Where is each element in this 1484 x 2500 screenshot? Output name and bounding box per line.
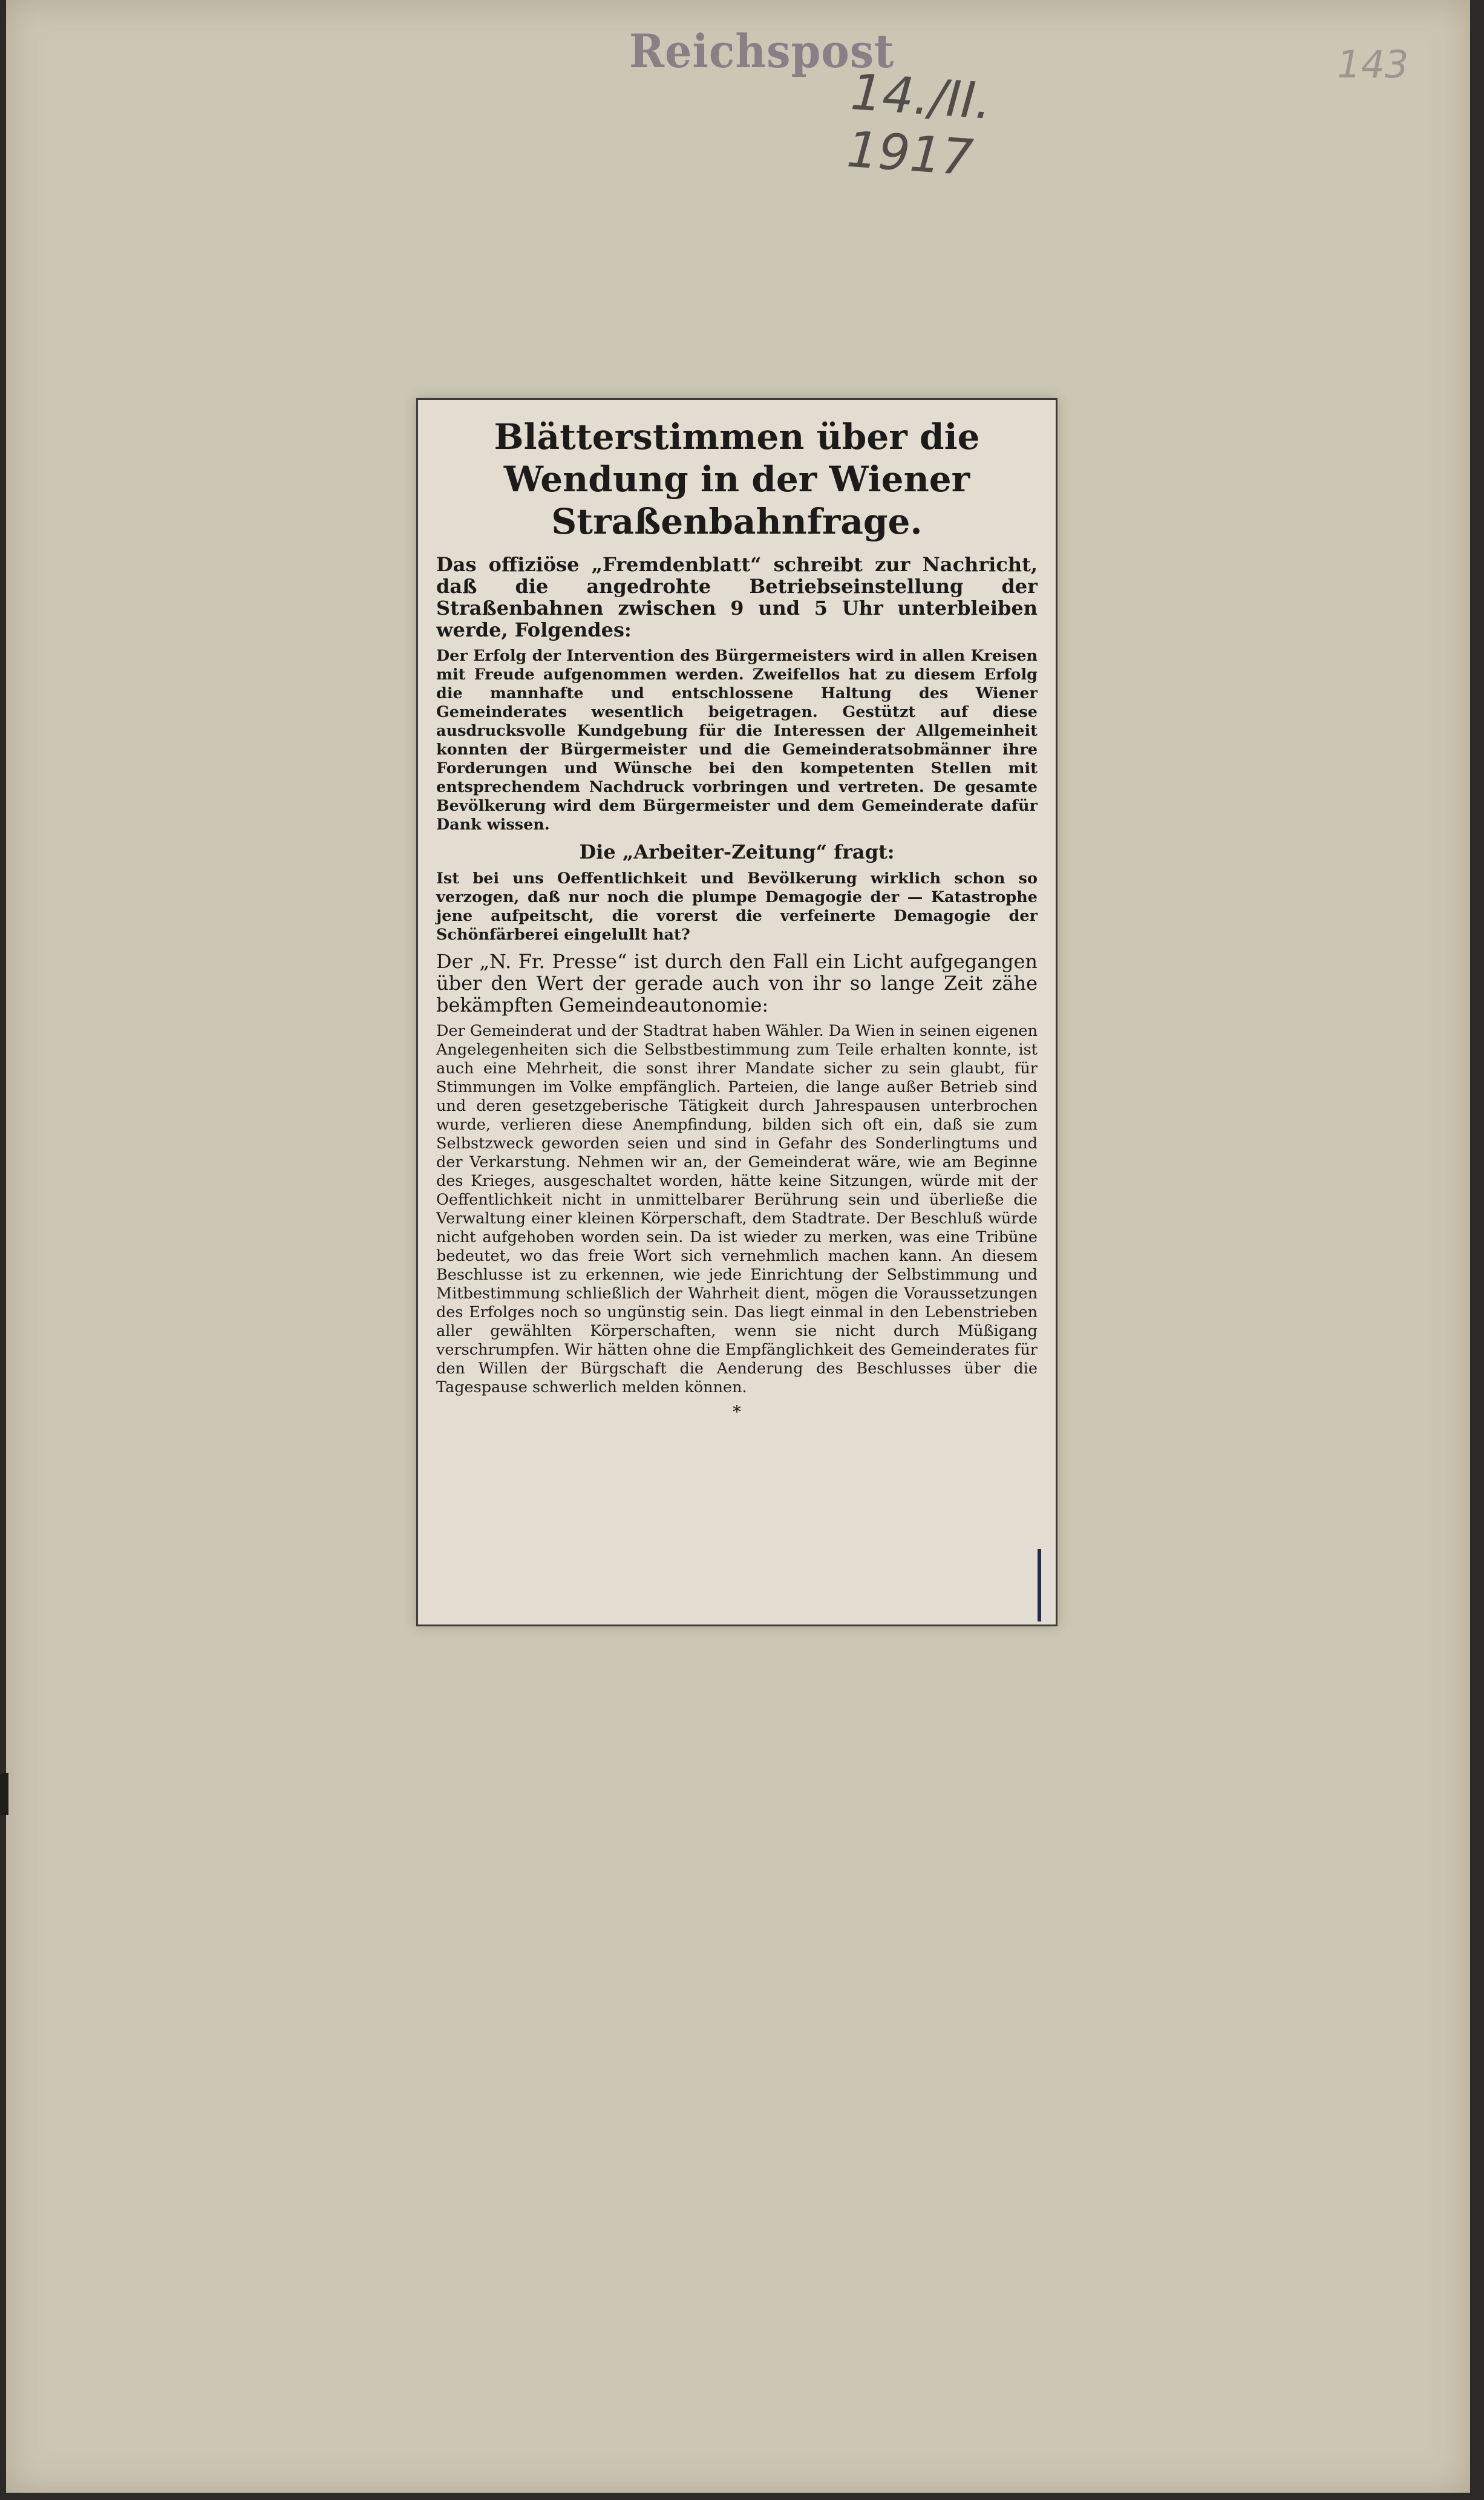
- article-paragraph-5: Der Gemeinderat und der Stadtrat haben Wähler. Da Wien in seinen eigenen Angelegenheiten sich die Selbstbestimmung zum Teile erhalten konnte, ist auch eine Mehrheit, die sonst ihrer Mandate sicher zu sein glaubt, für Stimmungen im Volke empfänglich. Parteien, die lange außer Betrieb sind und deren gesetzgeberische Tätigkeit durch Jahrespausen unterbrochen wurde, verlieren diese Anempfindung, bilden sich oft ein, daß sie zum Selbstzweck geworden seien und sind in Gefahr des Sonderlingtums und der Verkarstung. Nehmen wir an, der Gemeinderat wäre, wie am Beginne des Krieges, ausgeschaltet worden, hätte keine Sitzungen, würde mit der Oeffentlichkeit nicht in unmittelbarer Berührung sein und überließe die Verwaltung einer kleinen Körperschaft, dem Stadtrate. Der Beschluß würde nicht aufgehoben worden sein. Da ist wieder zu merken, was eine Tribüne bedeutet, wo das freie Wort sich vernehmlich machen kann. An diesem Beschlusse ist zu erkennen, wie jede Einrichtung der Selbstimmung und Mitbestimmung schließlich der Wahrheit dient, mögen die Voraussetzungen des Erfolges noch so ungünstig sein. Das liegt einmal in den Lebenstrieben aller gewählten Körperschaften, wenn sie nicht durch Müßigang verschrumpfen. Wir hätten ohne die Empfänglichkeit des Gemeinderates für den Willen der Bürgschaft die Aenderung des Beschlusses über die Tagespause schwerlich melden können.: [436, 1022, 1038, 1396]
- page-number: 143: [1337, 42, 1409, 87]
- article-title: Blätterstimmen über die Wendung in der Wiener Straßenbahnfrage.: [494, 416, 980, 542]
- article-paragraph-2: Der Erfolg der Intervention des Bürgermeisters wird in allen Kreisen mit Freude aufgenommen werden. Zweifellos hat zu diesem Erfolg die mannhafte und entschlossene Haltung des Wiener Gemeinderates wesentlich beigetragen. Gestützt auf diese ausdrucksvolle Kundgebung für die Interessen der Allgemeinheit konnten der Bürgermeister und die Gemeinderatsobmänner ihre Forderungen und Wünsche bei den kompetenten Stellen mit entsprechendem Nachdruck vorbringen und vertreten. De gesamte Bevölkerung wird dem Bürgermeister und dem Gemeinderate dafür Dank wissen.: [436, 647, 1038, 834]
- article-paragraph-4: Der „N. Fr. Presse“ ist durch den Fall ein Licht aufgegangen über den Wert der gerade auch von ihr so lange Zeit zähe bekämpften Gemeindeautonomie:: [436, 950, 1038, 1016]
- binder-hole: [0, 1773, 8, 1815]
- article-paragraph-1: Das offiziöse „Fremdenblatt“ schreibt zur Nachricht, daß die angedrohte Betriebseinstellung der Straßenbahnen zwischen 9 und 5 Uhr unterbleiben werde, Folgendes:: [436, 553, 1038, 641]
- handwritten-date: 14./II. 1917: [845, 64, 993, 188]
- archive-sheet: [6, 0, 1470, 2493]
- newspaper-stamp: Reichspost: [629, 24, 895, 78]
- article-subheading: Die „Arbeiter-Zeitung“ fragt:: [579, 840, 895, 863]
- article-paragraph-3: Ist bei uns Oeffentlichkeit und Bevölkerung wirklich schon so verzogen, daß nur noch die plumpe Demagogie der — Katastrophe jene aufpeitscht, die vorerst die verfeinerte Demagogie der Schönfärberei eingelullt hat?: [436, 869, 1038, 944]
- newspaper-clipping: [416, 398, 1057, 1626]
- blue-pencil-mark: [1038, 1549, 1041, 1621]
- end-mark: *: [733, 1402, 741, 1422]
